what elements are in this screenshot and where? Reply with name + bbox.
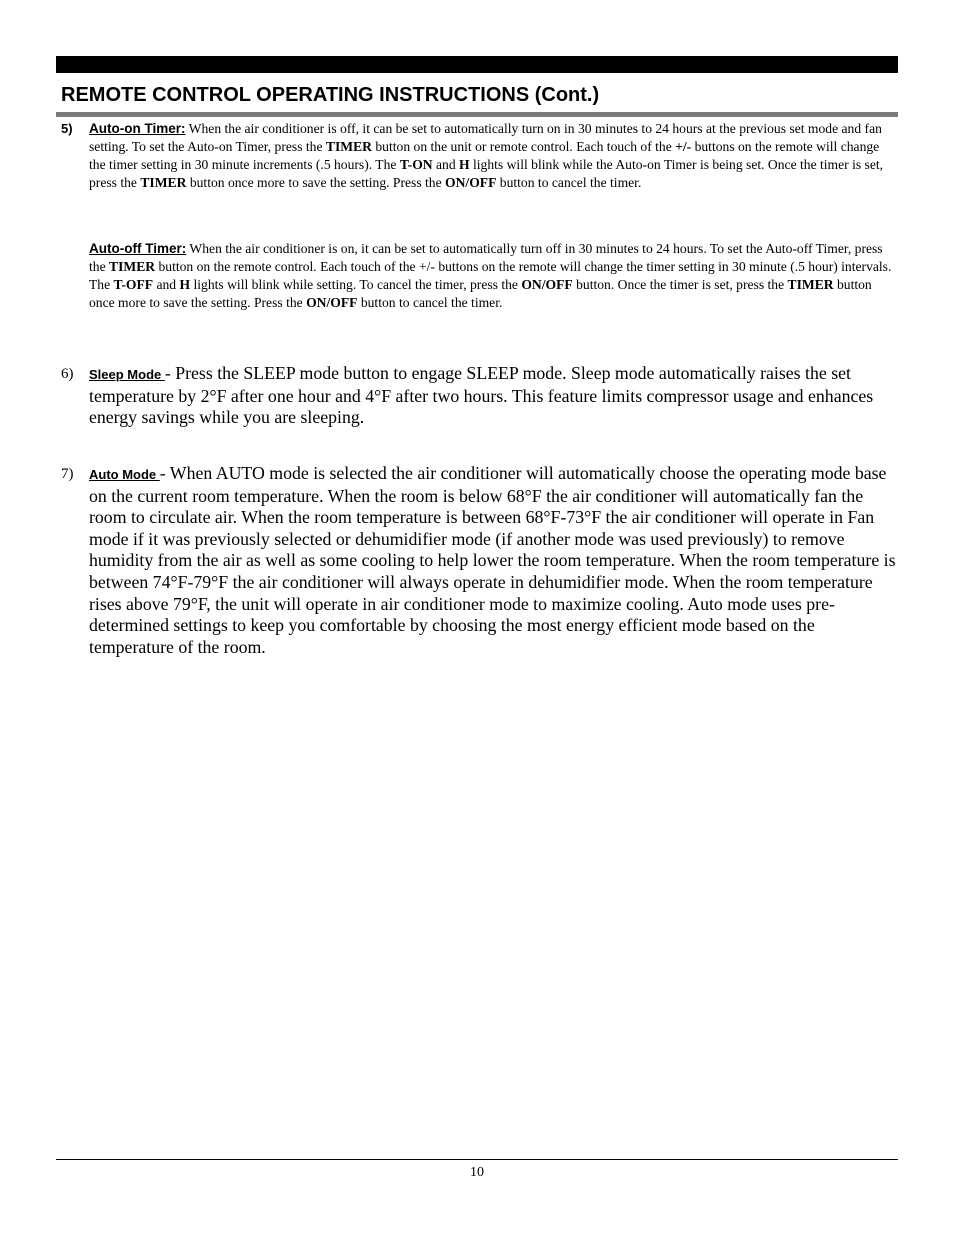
auto-mode-term: Auto Mode bbox=[89, 467, 160, 482]
section-number-5: 5) bbox=[61, 121, 73, 136]
sleep-mode-paragraph: Sleep Mode - Press the SLEEP mode button to engage SLEEP mode. Sleep mode automatically raises the set temperature by 2°F after one hour and 4°F after two hours. This feature limits compressor usage and enhances energy savings while you are sleeping. bbox=[89, 363, 874, 428]
header-bar bbox=[56, 56, 898, 73]
sleep-mode-term: Sleep Mode bbox=[89, 367, 165, 382]
auto-on-timer-paragraph: Auto-on Timer: When the air conditioner is off, it can be set to automatically turn on in 30 minutes to 24 hours at the previous set mode and fan setting. To set the Auto-on Timer, press the TIMER button on the unit or remote control. Each touch of the +/- buttons on the remote will change the timer setting in 30 minute increments (.5 hours). The T-ON and H lights will blink while the Auto-on Timer is being set. Once the timer is set, press the TIMER button once more to save the setting. Press the ON/OFF button to cancel the timer. bbox=[89, 121, 884, 190]
section-number-6: 6) bbox=[61, 366, 74, 382]
section-number-7: 7) bbox=[61, 466, 74, 482]
auto-on-timer-term: Auto-on Timer: bbox=[89, 121, 186, 136]
auto-off-timer-paragraph: Auto-off Timer: When the air conditioner is on, it can be set to automatically turn off in 30 minutes to 24 hours. To set the Auto-off Timer, press the TIMER button on the remote control. Each touch of the +/- buttons on the remote will change the timer setting in 30 minute (.5 hour) intervals. The T-OFF and H lights will blink while setting. To cancel the timer, press the ON/OFF button. Once the timer is set, press the TIMER button once more to save the setting. Press the ON/OFF button to cancel the timer. bbox=[89, 241, 892, 310]
auto-mode-paragraph: Auto Mode - When AUTO mode is selected the air conditioner will automatically choose the operating mode base on the current room temperature. When the room is below 68°F the air conditioner will automatically fan the room to circulate air. When the room temperature is between 68°F-73°F the air conditioner will operate in Fan mode if it was previously selected or dehumidifier mode (if another mode was used previously) to remove humidity from the air as well as some cooling to help lower the room temperature. When the room temperature is between 74°F-79°F the air conditioner will always operate in dehumidifier mode. When the room temperature rises above 79°F, the unit will operate in air conditioner mode to maximize cooling. Auto mode uses pre-determined settings to keep you comfortable by choosing the most energy efficient mode based on the temperature of the room. bbox=[89, 463, 896, 657]
page-number: 10 bbox=[470, 1165, 484, 1180]
footer-rule bbox=[56, 1159, 898, 1160]
title-underline bbox=[56, 112, 898, 117]
page-title: REMOTE CONTROL OPERATING INSTRUCTIONS (Cont.) bbox=[61, 84, 600, 106]
auto-off-timer-term: Auto-off Timer: bbox=[89, 241, 187, 256]
